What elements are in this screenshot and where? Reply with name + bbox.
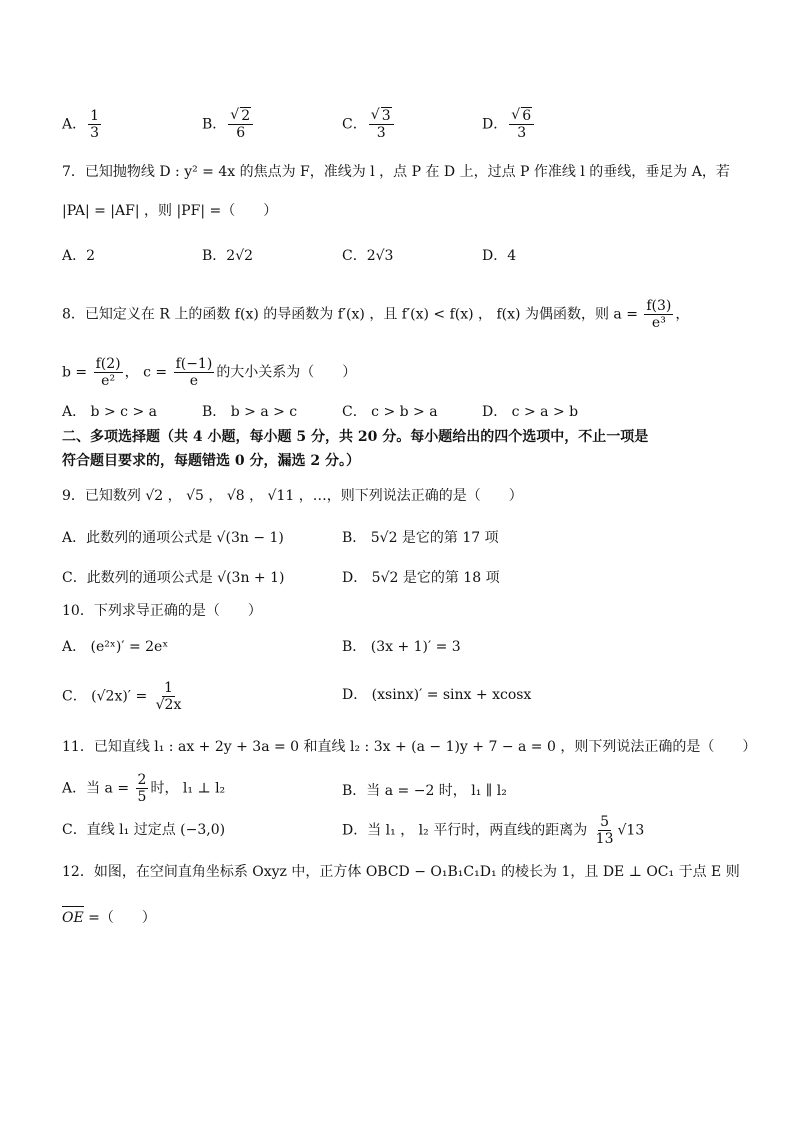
fraction	[594, 814, 616, 847]
numerator: f(2)	[95, 356, 121, 372]
denominator: 3	[517, 125, 527, 141]
q9-option-b: B． 5√2 是它的第 17 项	[342, 530, 499, 546]
q6-option-c	[342, 108, 396, 141]
option-c-text: C． (√2x)′ =	[62, 688, 148, 705]
q11-option-d	[342, 814, 644, 847]
q8-stem-line1	[62, 298, 689, 331]
comma: ，	[675, 306, 690, 323]
numerator	[369, 108, 394, 125]
section2-heading-line2: 符合题目要求的，每题错选 0 分，漏选 2 分。）	[62, 453, 360, 469]
sqrt	[511, 108, 532, 124]
fraction	[154, 680, 184, 713]
q8-option-a: A． b > c > a	[62, 404, 157, 420]
q10-option-a: A． (e²ˣ)′ = 2eˣ	[62, 639, 169, 655]
numerator: 1	[164, 680, 173, 696]
radicand: 6	[522, 108, 532, 124]
q7-option-d: D．4	[482, 248, 517, 264]
option-d-post: √13	[617, 822, 645, 839]
q10-stem: 10．下列求导正确的是（ ）	[62, 603, 262, 619]
q11-option-c: C．直线 l₁ 过定点 (−3,0)	[62, 822, 226, 838]
q11-option-a	[62, 772, 225, 805]
numerator	[509, 108, 534, 125]
numerator: 1	[90, 108, 100, 124]
denominator: 3	[90, 125, 100, 141]
fraction	[88, 108, 101, 141]
q7-stem-line1: 7．已知抛物线 D : y² = 4x 的焦点为 F，准线为 l ，点 P 在 D 上，过点 P 作准线 l 的垂线，垂足为 A，若	[62, 164, 730, 180]
fraction	[136, 772, 149, 805]
q6-option-d	[482, 108, 536, 141]
q12-stem-line1: 12．如图，在空间直角坐标系 Oxyz 中，正方体 OBCD − O₁B₁C₁D₁ 的棱长为 1，且 DE ⊥ OC₁ 于点 E 则	[62, 864, 740, 880]
numerator: 5	[600, 814, 610, 830]
option-d-pre: D．当 l₁ ， l₂ 平行时，两直线的距离为	[342, 822, 588, 839]
q9-stem: 9．已知数列 √2 ， √5 ， √8 ， √11 ，…，则下列说法正确的是（ ）	[62, 488, 523, 504]
q7-option-a: A．2	[62, 248, 96, 264]
q11-option-b: B．当 a = −2 时， l₁ ∥ l₂	[342, 783, 507, 799]
fraction	[509, 108, 534, 141]
denominator: 6	[236, 125, 246, 141]
vector-oe: OE	[62, 906, 84, 928]
denominator: 3	[376, 125, 386, 141]
q8-tail: 的大小关系为（ ）	[216, 364, 357, 381]
q7-option-c: C．2√3	[342, 248, 394, 264]
option-a-pre: A．当 a =	[62, 780, 130, 797]
denominator: 13	[595, 831, 614, 847]
fraction	[369, 108, 394, 141]
fraction	[228, 108, 253, 141]
q8-text: 8．已知定义在 R 上的函数 f(x) 的导函数为 f′(x) ，且 f′(x) < f(x) ， f(x) 为偶函数，则 a =	[62, 306, 638, 323]
sqrt	[371, 108, 392, 124]
fraction-b	[94, 356, 123, 389]
option-a-post: 时， l₁ ⊥ l₂	[150, 780, 226, 797]
q10-option-c	[62, 680, 185, 713]
q7-stem-line2: |PA| = |AF| ，则 |PF| =（ ）	[62, 203, 278, 219]
fraction-c	[174, 356, 215, 389]
q8-option-c: C． c > b > a	[342, 404, 438, 420]
option-label: D．	[482, 116, 508, 133]
numerator: 2	[137, 772, 147, 788]
q9-option-a: A．此数列的通项公式是 √(3n − 1)	[62, 530, 284, 546]
denominator: e	[189, 373, 199, 389]
q10-option-b: B． (3x + 1)′ = 3	[342, 639, 461, 655]
q12-stem-line2	[62, 906, 156, 928]
q7-option-b: B．2√2	[202, 248, 254, 264]
sqrt	[230, 108, 251, 124]
q12-tail: =（ ）	[83, 910, 156, 926]
q8-stem-line2	[62, 356, 356, 389]
q6-option-a	[62, 108, 103, 141]
q8-option-d: D． c > a > b	[482, 404, 579, 420]
q11-stem: 11．已知直线 l₁ : ax + 2y + 3a = 0 和直线 l₂ : 3x + (a − 1)y + 7 − a = 0 ，则下列说法正确的是（ ）	[62, 739, 757, 755]
denominator: e²	[101, 373, 116, 389]
numerator: f(−1)	[175, 356, 213, 372]
option-label: B．	[202, 116, 227, 133]
denominator: 5	[137, 789, 147, 805]
radicand: 2	[241, 108, 251, 124]
radicand: 3	[381, 108, 391, 124]
numerator	[228, 108, 253, 125]
b-label: b =	[62, 364, 88, 381]
option-label: C．	[342, 116, 367, 133]
q9-option-d: D． 5√2 是它的第 18 项	[342, 570, 500, 586]
fraction-a	[644, 298, 673, 331]
section2-heading-line1: 二、多项选择题（共 4 小题，每小题 5 分，共 20 分。每小题给出的四个选项中，不止一项是	[62, 429, 649, 445]
option-label: A．	[62, 116, 87, 133]
numerator: f(3)	[646, 298, 672, 314]
c-label: ， c =	[124, 364, 168, 381]
q6-option-b	[202, 108, 255, 141]
q8-option-b: B． b > a > c	[202, 404, 298, 420]
denominator: e³	[651, 315, 666, 331]
q10-option-d: D． (xsinx)′ = sinx + xcosx	[342, 687, 532, 703]
q9-option-c: C．此数列的通项公式是 √(3n + 1)	[62, 570, 285, 586]
denominator: √2x	[155, 697, 182, 713]
